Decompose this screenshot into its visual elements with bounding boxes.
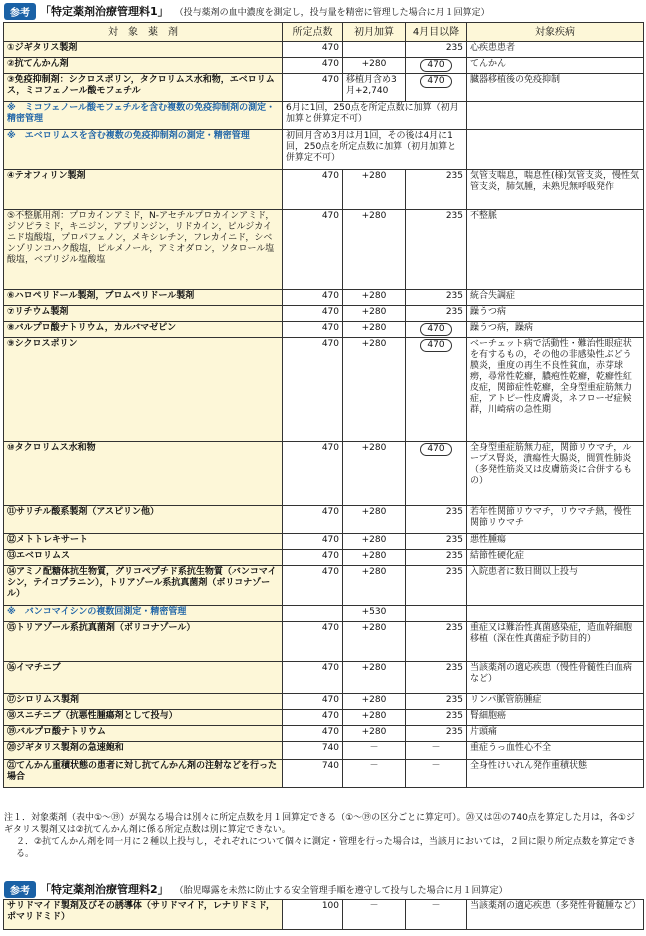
section1-note: （投与薬剤の血中濃度を測定し，投与量を精密に管理した場合に月１回算定） [174, 7, 490, 18]
reference-badge: 参考 [4, 881, 36, 898]
table-row: ⑯イマチニブ 470 +280 235 当該薬剤の適応疾患（慢性骨髄性白血病など） [4, 662, 644, 694]
table-row: ㉑てんかん重積状態の患者に対し抗てんかん剤の注射などを行った場合 740 － － 全身性けいれん発作重積状態 [4, 760, 644, 788]
table-row: ①ジギタリス製剤 470 235 心疾患患者 [4, 42, 644, 58]
circled-value: 470 [420, 339, 451, 352]
circled-value: 470 [420, 59, 451, 72]
header-month4: 4月目以降 [406, 23, 467, 42]
section1-title: 「特定薬剤治療管理料1」 [40, 5, 169, 18]
table-row: ⑮トリアゾール系抗真菌剤（ボリコナゾール） 470 +280 235 重症又は難治性真菌感染症，造血幹細胞移植（深在性真菌症予防目的） [4, 622, 644, 662]
table-row: ⑨シクロスポリン 470 +280 470 ベーチェット病で活動性・難治性眼症状を有するもの，その他の非感染性ぶどう膜炎，重度の再生不良性貧血，赤芽球癆，尋常性乾癬，膿疱性乾癬，乾癬性紅皮症，関節症性乾癬，全身型重症筋無力症，アトピー性皮膚炎，ネフローゼ症候群，川崎病の急性期 [4, 338, 644, 442]
table-row: ⑧バルプロ酸ナトリウム，カルバマゼピン 470 +280 470 躁うつ病，躁病 [4, 322, 644, 338]
table-row: ⑳ジギタリス製剤の急速飽和 740 － － 重症うっ血性心不全 [4, 742, 644, 760]
table-row: サリドマイド製剤及びその誘導体（サリドマイド，レナリドミド，ポマリドミド） 100 － － 当該薬剤の適応疾患（多発性骨髄腫など） [4, 900, 644, 930]
reference-badge: 参考 [4, 3, 36, 20]
header-drug: 対 象 薬 剤 [4, 23, 283, 42]
table-row: ②抗てんかん剤 470 +280 470 てんかん [4, 58, 644, 74]
table-row: ⑫メトトレキサート 470 +280 235 悪性腫瘍 [4, 534, 644, 550]
table-row: ⑰シロリムス製剤 470 +280 235 リンパ脈管筋腫症 [4, 694, 644, 710]
section2-title: 「特定薬剤治療管理料2」 [40, 883, 169, 896]
footnote-1: 注１．対象薬剤（表中①～⑲）が異なる場合は別々に所定点数を月１回算定できる（①～⑲の区分ごとに算定可）。⑳又は㉑の740点を算定した月は，各①ジギタリス製剤又は②抗てんかん剤に係る所定点数は別に算定できない。 [4, 813, 635, 835]
table-row: ⑭アミノ配糖体抗生物質，グリコペプチド系抗生物質（バンコマイシン，テイコプラニン），トリアゾール系抗真菌剤（ボリコナゾール） 470 +280 235 入院患者に数日間以上投与 [4, 566, 644, 606]
table-row: ⑲バルプロ酸ナトリウム 470 +280 235 片頭痛 [4, 726, 644, 742]
header-initial: 初月加算 [343, 23, 406, 42]
header-disease: 対象疾病 [467, 23, 644, 42]
table-row: ⑩タクロリムス水和物 470 +280 470 全身型重症筋無力症，関節リウマチ，ループス腎炎，潰瘍性大腸炎，間質性肺炎（多発性筋炎又は皮膚筋炎に合併するもの） [4, 442, 644, 506]
management-fee-2-table [3, 899, 644, 930]
circled-value: 470 [420, 323, 451, 336]
footnote-2: ２．②抗てんかん剤を同一月に２種以上投与し，それぞれについて個々に測定・管理を行った場合は，当該月においては，２回に限り所定点数を算定できる。 [16, 837, 636, 859]
table-row: ⑦リチウム製剤 470 +280 235 躁うつ病 [4, 306, 644, 322]
table-row: ⑬エベロリムス 470 +280 235 結節性硬化症 [4, 550, 644, 566]
circled-value: 470 [420, 75, 451, 88]
section1-header [4, 2, 490, 20]
table-row: ※ エベロリムスを含む複数の免疫抑制剤の測定・精密管理 初回月含め3月は月1回，その後は4月に1回，250点を所定点数に加算（初月加算と併算定不可） [4, 130, 644, 170]
section2-note: （胎児曝露を未然に防止する安全管理手順を遵守して投与した場合に月１回算定） [174, 885, 508, 896]
table-row: ⑱スニチニブ（抗悪性腫瘍剤として投与） 470 +280 235 腎細胞癌 [4, 710, 644, 726]
circled-value: 470 [420, 443, 451, 456]
header-points: 所定点数 [283, 23, 343, 42]
table-row: ⑤不整脈用剤：プロカインアミド，N-アセチルプロカインアミド，ジソピラミド，キニジン，アプリンジン，リドカイン，ピルジカイニド塩酸塩，プロパフェノン，メキシレチン，フレカイニド，シベンゾリンコハク酸塩，ピルメノール，アミオダロン，ソタロール塩酸塩，ベプリジル塩酸塩 470 +280 235 不整脈 [4, 210, 644, 290]
table-row: ⑥ハロペリドール製剤，ブロムペリドール製剤 470 +280 235 統合失調症 [4, 290, 644, 306]
table-row: ④テオフィリン製剤 470 +280 235 気管支喘息，喘息性(様)気管支炎，慢性気管支炎，肺気腫，未熟児無呼吸発作 [4, 170, 644, 210]
table-row: ※ バンコマイシンの複数回測定・精密管理 +530 [4, 606, 644, 622]
footnotes [4, 812, 640, 860]
management-fee-1-table [3, 22, 644, 788]
table-row: ③免疫抑制剤：シクロスポリン，タクロリムス水和物，エベロリムス，ミコフェノール酸モフェチル 470 移植月含め3月+2,740 470 臓器移植後の免疫抑制 [4, 74, 644, 102]
section2-header [4, 880, 508, 898]
table-row: ⑪サリチル酸系製剤（アスピリン他） 470 +280 235 若年性関節リウマチ，リウマチ熱，慢性関節リウマチ [4, 506, 644, 534]
table-row: ※ ミコフェノール酸モフェチルを含む複数の免疫抑制剤の測定・精密管理 6月に1回，250点を所定点数に加算（初月加算と併算定不可） [4, 102, 644, 130]
